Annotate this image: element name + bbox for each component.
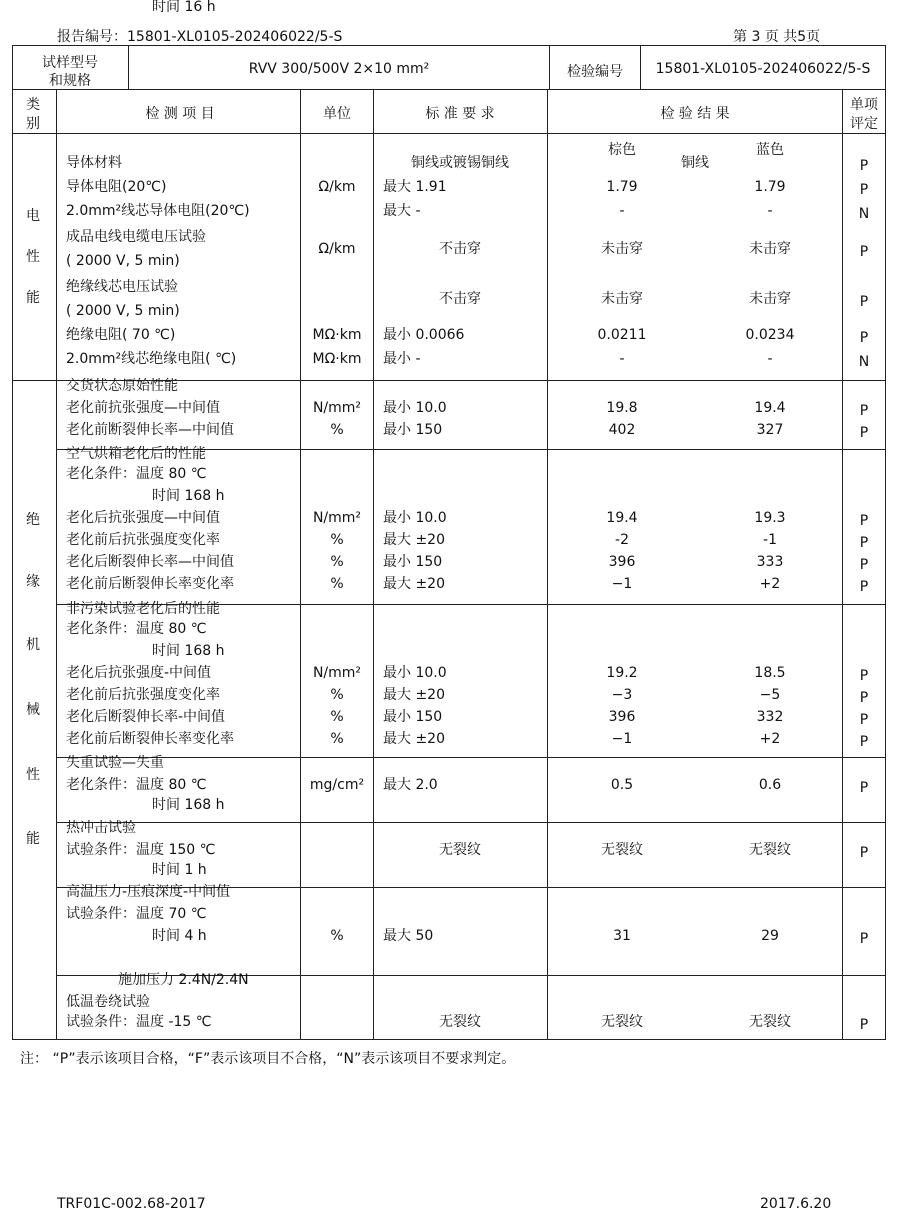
row-item: 时间 168 h: [152, 488, 225, 504]
spec-label-line1: 试样型号: [42, 55, 98, 71]
row-result-blue: 19.3: [754, 510, 786, 526]
row-result-blue: 29: [761, 928, 779, 944]
col-category-line1: 类: [26, 97, 40, 113]
row-result-blue: -: [767, 203, 773, 219]
color-brown-label: 棕色: [608, 142, 636, 158]
row-requirement: 最小 -: [383, 351, 421, 367]
row-judgement: P: [859, 712, 869, 728]
spec-label-line2: 和规格: [49, 73, 91, 89]
col-category-line2: 别: [26, 116, 40, 132]
row-judgement: P: [859, 579, 869, 595]
row-item-condition: ( 2000 V, 5 min): [66, 253, 180, 269]
row-item: 老化前断裂伸长率—中间值: [66, 422, 234, 438]
row-item: 老化后断裂伸长率—中间值: [66, 554, 234, 570]
spec-value: RVV 300/500V 2×10 mm²: [248, 61, 430, 77]
row-judgement: P: [859, 294, 869, 310]
col-result: 检 验 结 果: [660, 106, 730, 122]
row-result-blue: 无裂纹: [749, 842, 791, 858]
row-judgement: P: [859, 780, 869, 796]
row-result-blue: 18.5: [754, 665, 786, 681]
row-requirement: 不击穿: [439, 291, 481, 307]
row-result-brown: 19.2: [606, 665, 638, 681]
row-item: 时间 16 h: [152, 0, 216, 15]
row-result-brown: 0.0211: [597, 327, 647, 343]
row-result-brown: 1.79: [606, 179, 638, 195]
row-item: 交货状态原始性能: [66, 378, 178, 394]
row-unit: N/mm²: [312, 400, 362, 416]
section-electrical-char: 性: [26, 249, 40, 265]
section-electrical-char: 能: [26, 290, 40, 306]
color-blue-label: 蓝色: [756, 142, 784, 158]
row-result-brown: 无裂纹: [601, 842, 643, 858]
row-item: 2.0mm²线芯导体电阻(20℃): [66, 203, 250, 219]
row-requirement: 铜线或镀锡铜线: [411, 155, 509, 171]
row-item: 老化条件：温度 80 ℃: [66, 777, 207, 793]
row-result-blue: +2: [759, 576, 781, 592]
row-item: 老化后抗张强度-中间值: [66, 665, 212, 681]
row-requirement: 最大 ±20: [383, 576, 445, 592]
row-requirement: 最小 150: [383, 709, 443, 725]
row-unit: %: [330, 731, 344, 747]
row-unit: MΩ·km: [312, 327, 362, 343]
row-requirement: 最大 ±20: [383, 731, 445, 747]
row-result-blue: 332: [756, 709, 784, 725]
row-judgement: P: [859, 158, 869, 174]
page-info: 第 3 页 共5页: [733, 29, 821, 45]
row-judgement: P: [859, 535, 869, 551]
row-result-blue: −5: [759, 687, 781, 703]
row-result-blue: 0.0234: [745, 327, 795, 343]
row-result-brown: 未击穿: [601, 291, 643, 307]
row-judgement: P: [859, 425, 869, 441]
section-mechanical-char: 性: [26, 767, 40, 783]
row-requirement: 不击穿: [439, 241, 481, 257]
row-item: 老化前后断裂伸长率变化率: [66, 731, 234, 747]
row-result-blue: 未击穿: [749, 241, 791, 257]
col-judgement-line1: 单项: [850, 97, 878, 113]
row-judgement: P: [859, 244, 869, 260]
row-requirement: 最小 10.0: [383, 665, 447, 681]
row-requirement: 最大 2.0: [383, 777, 438, 793]
row-unit: %: [330, 576, 344, 592]
row-result-brown: −3: [611, 687, 633, 703]
row-unit: N/mm²: [312, 665, 362, 681]
col-item: 检 测 项 目: [145, 106, 215, 122]
form-number: TRF01C-002.68-2017: [57, 1196, 206, 1212]
row-item: 空气烘箱老化后的性能: [66, 446, 206, 462]
row-result-blue: 无裂纹: [749, 1014, 791, 1030]
row-result-brown: -: [619, 203, 625, 219]
row-judgement: P: [859, 690, 869, 706]
row-item: 老化后断裂伸长率-中间值: [66, 709, 226, 725]
row-item: 非污染试验老化后的性能: [66, 601, 220, 617]
row-result-brown: -: [619, 351, 625, 367]
row-item: 高温压力-压痕深度-中间值: [66, 884, 231, 900]
row-item: 成品电线电缆电压试验: [66, 229, 206, 245]
row-result-blue: +2: [759, 731, 781, 747]
row-unit: %: [330, 422, 344, 438]
row-result-blue: -1: [763, 532, 777, 548]
row-item: 失重试验—失重: [66, 755, 164, 771]
section-electrical-char: 电: [26, 208, 40, 224]
row-unit: %: [330, 709, 344, 725]
row-result-brown: 396: [608, 554, 636, 570]
row-unit: mg/cm²: [309, 777, 365, 793]
row-result-merged: 铜线: [681, 155, 709, 171]
row-result-brown: -2: [615, 532, 629, 548]
row-requirement: 最小 10.0: [383, 400, 447, 416]
col-unit: 单位: [323, 106, 351, 122]
section-mechanical-char: 缘: [26, 574, 40, 590]
row-unit: MΩ·km: [312, 351, 362, 367]
row-result-brown: 31: [613, 928, 631, 944]
row-judgement: P: [859, 330, 869, 346]
row-result-brown: 0.5: [610, 777, 634, 793]
row-result-blue: 327: [756, 422, 784, 438]
row-result-blue: 0.6: [758, 777, 782, 793]
section-mechanical-char: 绝: [26, 512, 40, 528]
row-item: 试验条件：温度 70 ℃: [66, 906, 207, 922]
row-judgement: P: [859, 931, 869, 947]
row-item: 老化前后抗张强度变化率: [66, 687, 220, 703]
row-result-brown: 19.8: [606, 400, 638, 416]
test-number-value: 15801-XL0105-202406022/5-S: [655, 61, 871, 77]
row-item: 热冲击试验: [66, 820, 136, 836]
row-judgement: P: [859, 513, 869, 529]
test-number-label: 检验编号: [567, 64, 623, 80]
row-judgement: P: [859, 668, 869, 684]
row-result-brown: −1: [611, 576, 633, 592]
row-item: 老化前后断裂伸长率变化率: [66, 576, 234, 592]
row-unit: N/mm²: [312, 510, 362, 526]
row-item: 试验条件：温度 -15 ℃: [66, 1014, 212, 1030]
form-date: 2017.6.20: [760, 1196, 832, 1212]
section-mechanical-char: 械: [26, 702, 40, 718]
row-result-brown: −1: [611, 731, 633, 747]
row-result-brown: 396: [608, 709, 636, 725]
row-requirement: 最小 0.0066: [383, 327, 465, 343]
row-requirement: 最小 150: [383, 422, 443, 438]
row-item: 时间 168 h: [152, 797, 225, 813]
row-item: 时间 1 h: [152, 862, 207, 878]
row-unit: %: [330, 532, 344, 548]
row-item: 试验条件：温度 150 ℃: [66, 842, 216, 858]
section-mechanical-char: 机: [26, 637, 40, 653]
row-item: 老化条件：温度 80 ℃: [66, 466, 207, 482]
row-judgement: P: [859, 734, 869, 750]
row-result-blue: -: [767, 351, 773, 367]
row-item: 2.0mm²线芯绝缘电阻( ℃): [66, 351, 237, 367]
section-mechanical-char: 能: [26, 831, 40, 847]
col-judgement-line2: 评定: [850, 116, 878, 132]
row-result-brown: 402: [608, 422, 636, 438]
row-requirement: 最大 1.91: [383, 179, 447, 195]
row-item: 时间 168 h: [152, 643, 225, 659]
row-item: 绝缘电阻( 70 ℃): [66, 327, 176, 343]
row-result-blue: 1.79: [754, 179, 786, 195]
row-item: 老化后抗张强度—中间值: [66, 510, 220, 526]
row-judgement: N: [858, 354, 870, 370]
row-judgement: N: [858, 206, 870, 222]
row-judgement: P: [859, 182, 869, 198]
row-item: 施加压力 2.4N/2.4N: [118, 972, 249, 988]
row-unit: Ω/km: [318, 241, 356, 257]
row-unit: %: [330, 554, 344, 570]
row-requirement: 最大 -: [383, 203, 421, 219]
row-result-brown: 无裂纹: [601, 1014, 643, 1030]
row-requirement: 最大 50: [383, 928, 434, 944]
row-unit: %: [330, 687, 344, 703]
row-item: 老化前后抗张强度变化率: [66, 532, 220, 548]
row-result-blue: 未击穿: [749, 291, 791, 307]
row-item: 时间 4 h: [152, 928, 207, 944]
row-item: 导体材料: [66, 155, 122, 171]
col-requirement: 标 准 要 求: [425, 106, 495, 122]
row-result-brown: 19.4: [606, 510, 638, 526]
row-result-blue: 333: [756, 554, 784, 570]
row-item-condition: ( 2000 V, 5 min): [66, 303, 180, 319]
row-judgement: P: [859, 845, 869, 861]
row-result-blue: 19.4: [754, 400, 786, 416]
row-requirement: 最小 150: [383, 554, 443, 570]
row-item: 老化前抗张强度—中间值: [66, 400, 220, 416]
row-result-brown: 未击穿: [601, 241, 643, 257]
row-judgement: P: [859, 1017, 869, 1033]
row-requirement: 最小 10.0: [383, 510, 447, 526]
row-item: 导体电阻(20℃): [66, 179, 167, 195]
report-number: 报告编号：15801-XL0105-202406022/5-S: [57, 29, 343, 45]
row-requirement: 最大 ±20: [383, 687, 445, 703]
row-judgement: P: [859, 403, 869, 419]
row-item: 低温卷绕试验: [66, 994, 150, 1010]
row-unit: %: [330, 928, 344, 944]
row-requirement: 无裂纹: [439, 842, 481, 858]
row-unit: Ω/km: [318, 179, 356, 195]
row-judgement: P: [859, 557, 869, 573]
note: 注： “P”表示该项目合格，“F”表示该项目不合格，“N”表示该项目不要求判定。: [20, 1051, 516, 1067]
row-item: 绝缘线芯电压试验: [66, 279, 178, 295]
row-item: 老化条件：温度 80 ℃: [66, 621, 207, 637]
row-requirement: 无裂纹: [439, 1014, 481, 1030]
row-requirement: 最大 ±20: [383, 532, 445, 548]
